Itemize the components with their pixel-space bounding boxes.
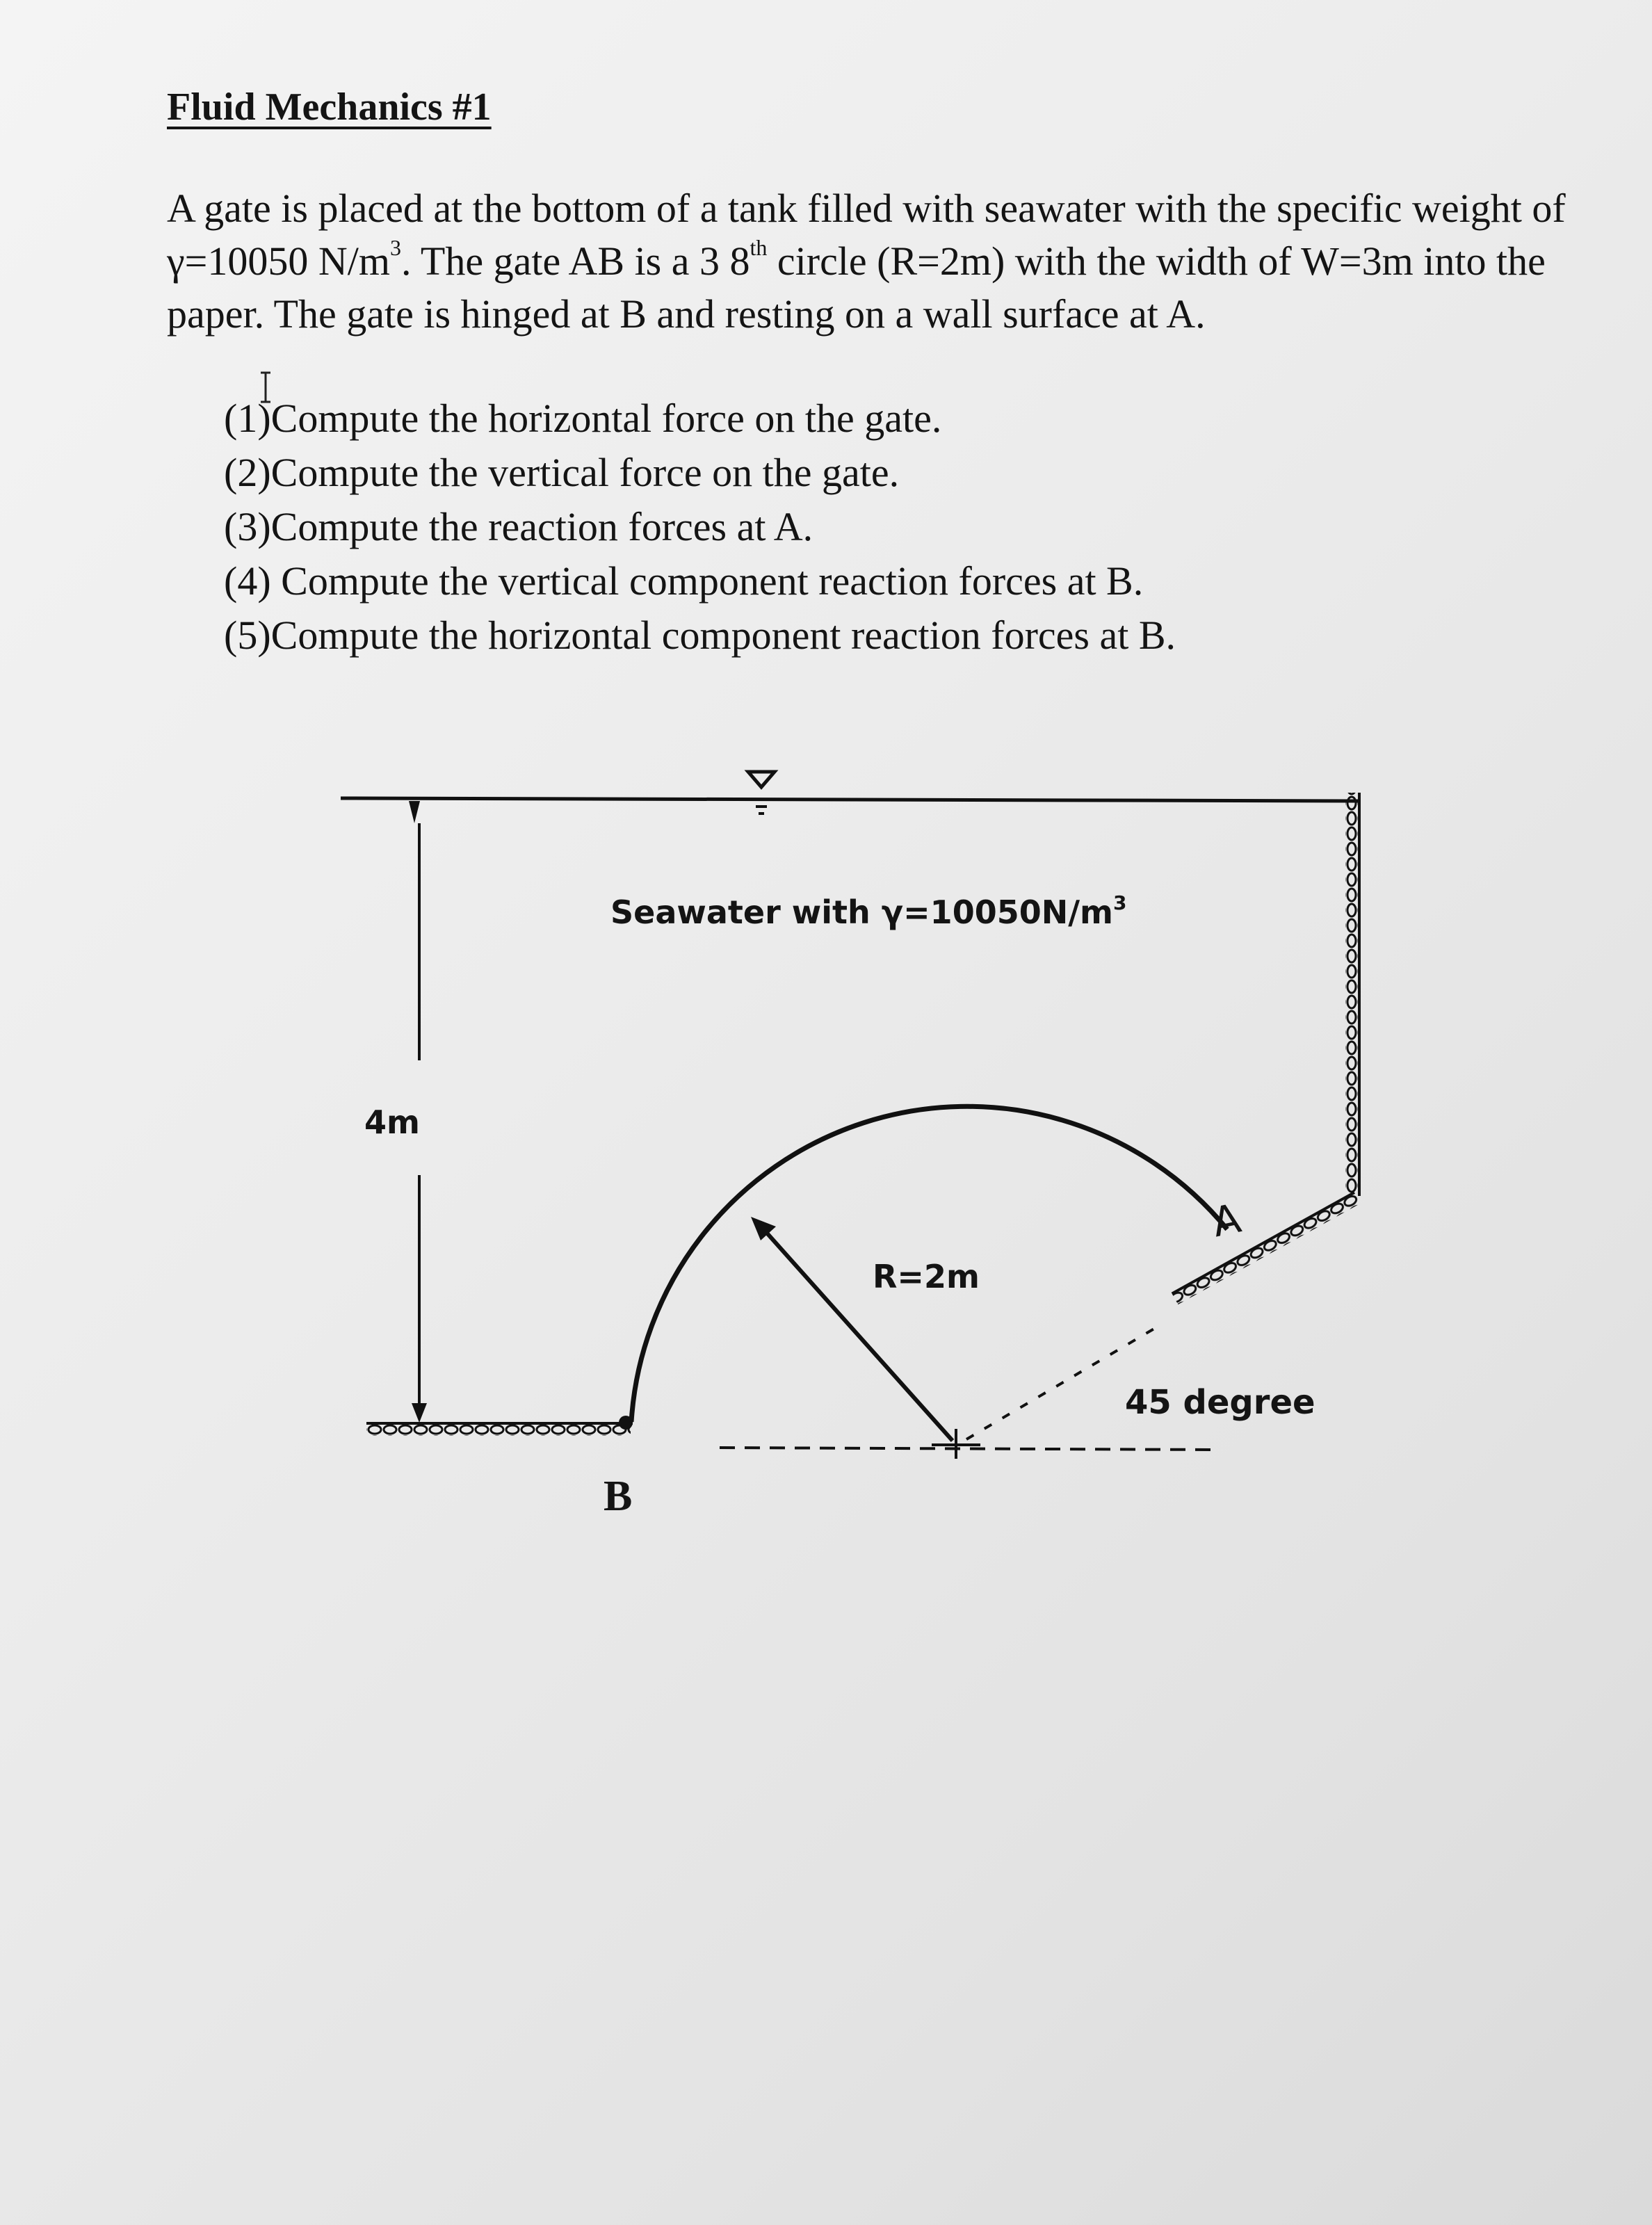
depth-label: 4m — [364, 1103, 420, 1141]
question-item: (2)Compute the vertical force on the gate. — [224, 450, 900, 495]
angle-reference-line — [966, 1325, 1161, 1439]
angle-label: 45 degree — [1125, 1383, 1315, 1422]
question-item: (3)Compute the reaction forces at A. — [224, 504, 813, 549]
free-surface-triangle-icon — [748, 772, 775, 814]
statement-superscript-cubed: 3 — [389, 235, 401, 260]
statement-superscript-th: th — [750, 235, 768, 260]
page-title: Fluid Mechanics #1 — [167, 86, 492, 129]
statement-part-2: . The gate AB is a 3 8 — [400, 238, 750, 284]
horizontal-reference-line — [720, 1448, 1217, 1450]
question-item: (1)Compute the horizontal force on the gate. — [224, 396, 942, 441]
fluid-label: Seawater with $\gamma=10050N/m^3$ — [610, 891, 1127, 931]
statement-part-1: A gate is placed at the bottom of a tank filled with seawater with the specific weight of γ=10050 N/m — [167, 186, 1566, 284]
free-surface-line — [341, 798, 1359, 801]
question-item: (4) Compute the vertical component reaction forces at B. — [224, 558, 1144, 604]
radius-label: R=2m — [873, 1258, 980, 1295]
fluid-label-superscript: 3 — [1112, 891, 1127, 914]
question-item: (5)Compute the horizontal component reaction forces at B. — [224, 613, 1176, 658]
right-wall — [1345, 793, 1359, 1195]
floor-segment — [366, 1423, 631, 1436]
inclined-wall — [1172, 1192, 1361, 1304]
point-b-label: B — [604, 1473, 633, 1520]
statement-part-3: circle (R=2m) with the width of W=3m into the paper. The gate is hinged at B and resting on a wall surface at A. — [167, 238, 1546, 337]
point-a-label: A — [1208, 1194, 1245, 1247]
